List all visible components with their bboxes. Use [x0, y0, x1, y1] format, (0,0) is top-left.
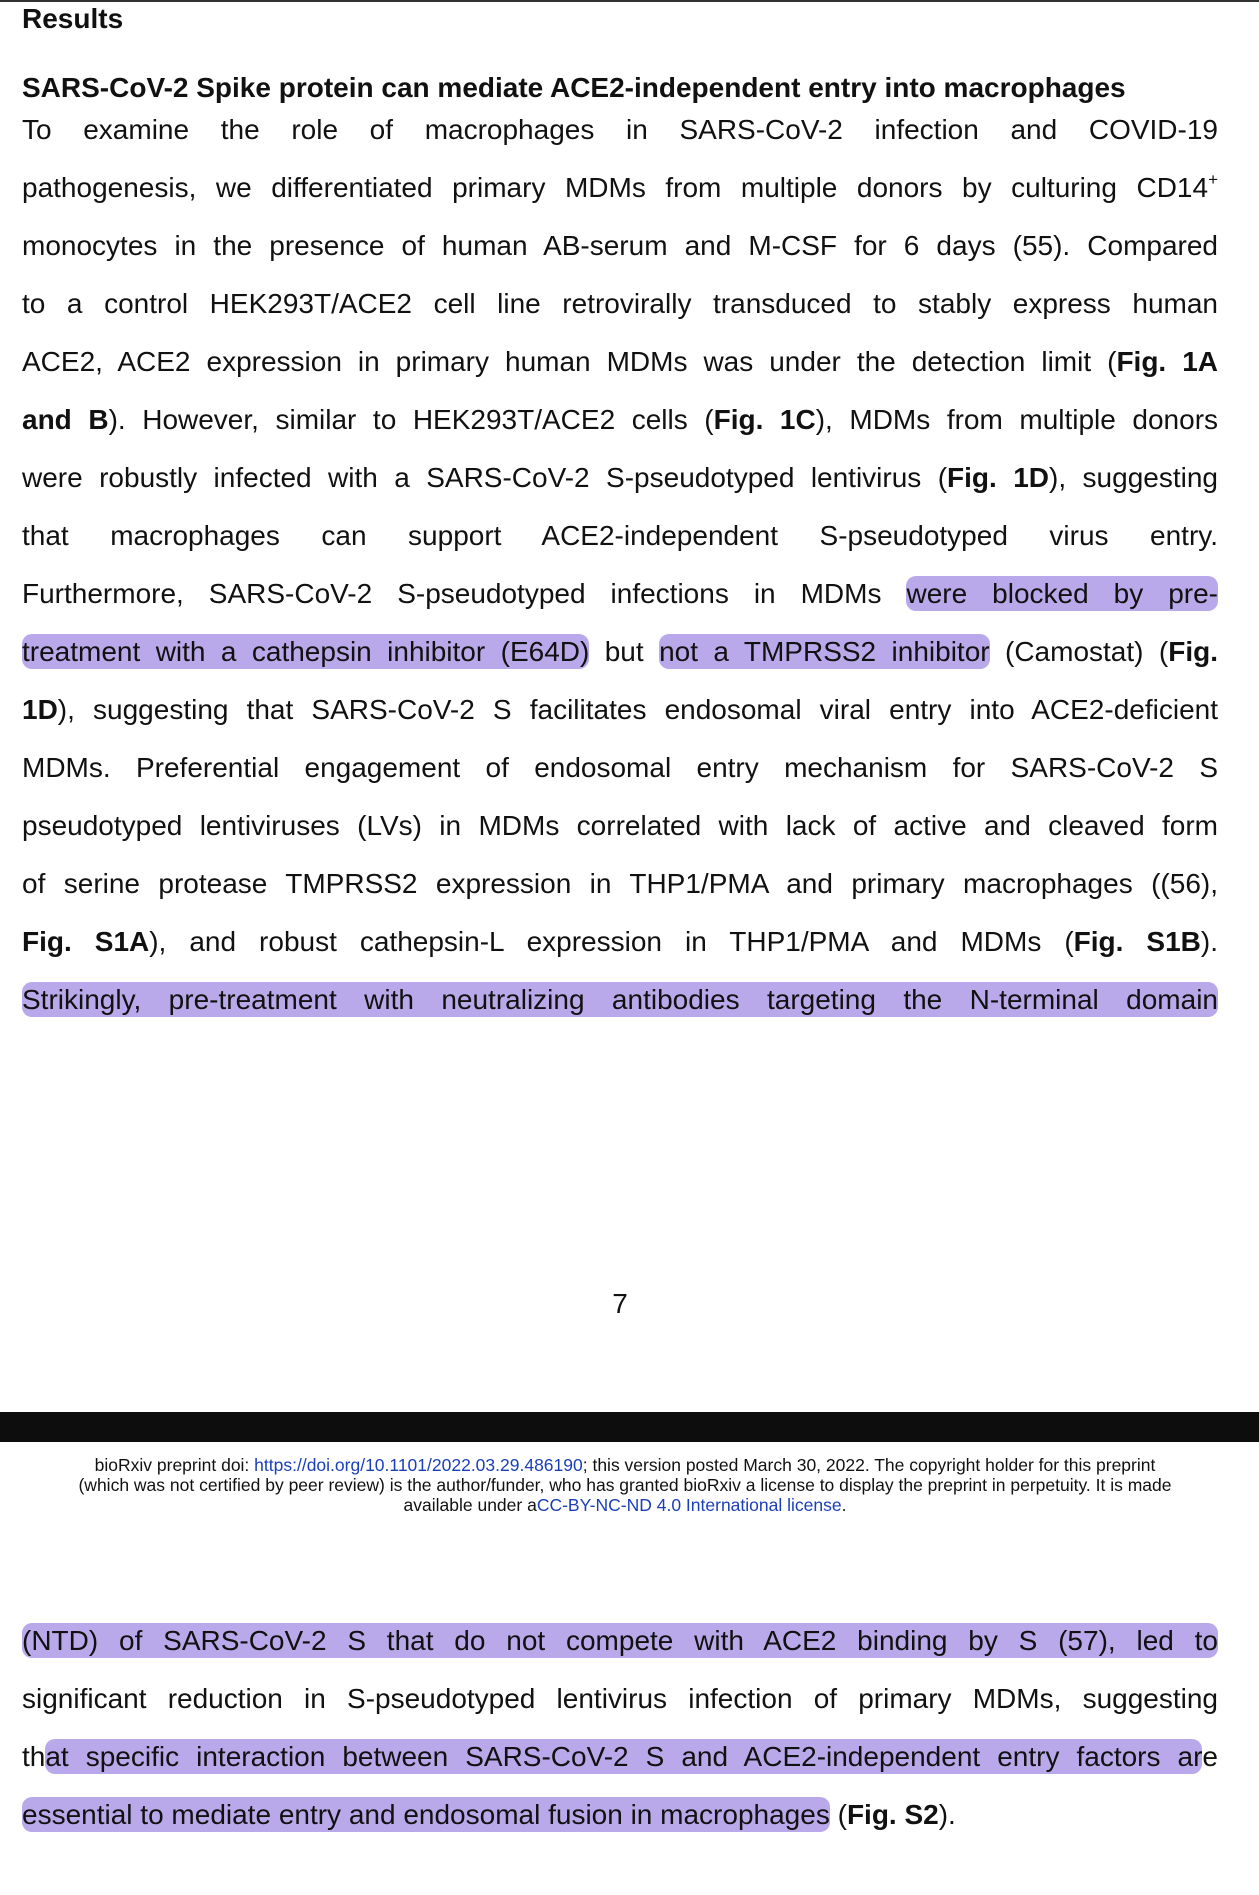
page-top-rule	[0, 0, 1259, 2]
figure-reference: Fig. 1A	[1116, 346, 1218, 377]
figure-reference: Fig.	[1168, 636, 1218, 667]
highlighted-text: at specific interaction between SARS-CoV-2 S and ACE2-independent entry factors ar	[45, 1741, 1203, 1772]
page-number: 7	[612, 1288, 628, 1319]
figure-reference: Fig. 1D	[947, 462, 1050, 493]
highlighted-text: essential to mediate entry and endosomal fusion in macrophages	[22, 1799, 830, 1830]
text-line: ACE2, ACE2 expression in primary human MDMs was under the detection limit (Fig. 1A	[22, 346, 1218, 377]
text-line	[22, 980, 1218, 1020]
text-line: pseudotyped lentiviruses (LVs) in MDMs correlated with lack of active and cleaved form	[22, 810, 1218, 841]
text-line: essential to mediate entry and endosomal fusion in macrophages (Fig. S2).	[22, 1799, 956, 1830]
text-line: to a control HEK293T/ACE2 cell line retrovirally transduced to stably express human	[22, 288, 1218, 319]
text-line: significant reduction in S-pseudotyped lentivirus infection of primary MDMs, suggesting	[22, 1683, 1218, 1714]
superscript: +	[1208, 170, 1218, 189]
figure-reference: Fig. S1B	[1073, 926, 1201, 957]
section-title: SARS-CoV-2 Spike protein can mediate ACE2-independent entry into macrophages	[22, 72, 1126, 103]
text-line: Furthermore, SARS-CoV-2 S-pseudotyped infections in MDMs were blocked by pre-	[22, 578, 1219, 609]
text-line: Fig. S1A), and robust cathepsin-L expression in THP1/PMA and MDMs (Fig. S1B).	[22, 926, 1218, 957]
text-line: monocytes in the presence of human AB-serum and M-CSF for 6 days (55). Compared	[22, 230, 1218, 261]
text-line: of serine protease TMPRSS2 expression in THP1/PMA and primary macrophages ((56),	[22, 868, 1218, 899]
figure-reference: Fig. S1A	[22, 926, 150, 957]
biorxiv-preprint-notice: bioRxiv preprint doi: https://doi.org/10.1101/2022.03.29.486190; this version posted March 30, 2022. The copyright holder for this preprint (which was not certified by peer review) is the author/funder, who has granted bioRxiv a license to display the preprint in perpetuity. It is made available under aCC-BY-NC-ND 4.0 International license.	[78, 1455, 1172, 1515]
text-line: were robustly infected with a SARS-CoV-2 S-pseudotyped lentivirus (Fig. 1D), suggesting	[22, 462, 1218, 493]
page-break-band	[0, 1412, 1259, 1442]
highlighted-text: not a TMPRSS2 inhibitor	[659, 636, 990, 667]
results-heading: Results	[22, 3, 124, 34]
figure-reference: Fig. S2	[846, 1799, 939, 1830]
text-line: treatment with a cathepsin inhibitor (E64D) but not a TMPRSS2 inhibitor (Camostat) (Fig.	[22, 636, 1218, 667]
text-line	[22, 1621, 1218, 1661]
text-line: that specific interaction between SARS-CoV-2 S and ACE2-independent entry factors are	[22, 1741, 1218, 1772]
doi-link[interactable]: https://doi.org/10.1101/2022.03.29.486190	[254, 1455, 583, 1475]
figure-reference: 1D	[22, 694, 58, 725]
figure-reference: Fig. 1C	[713, 404, 816, 435]
text-line: pathogenesis, we differentiated primary MDMs from multiple donors by culturing CD14+	[22, 170, 1218, 203]
license-link[interactable]: CC-BY-NC-ND 4.0 International license	[536, 1495, 842, 1515]
text-line: and B). However, similar to HEK293T/ACE2 cells (Fig. 1C), MDMs from multiple donors	[22, 404, 1219, 435]
text-line: that macrophages can support ACE2-independent S-pseudotyped virus entry.	[22, 520, 1218, 551]
text-line: MDMs. Preferential engagement of endosomal entry mechanism for SARS-CoV-2 S	[22, 752, 1218, 783]
highlighted-text: (NTD) of SARS-CoV-2 S that do not compete with ACE2 binding by S (57), led to	[22, 1625, 1218, 1656]
highlighted-text: were blocked by pre-	[906, 578, 1219, 609]
text-line: To examine the role of macrophages in SARS-CoV-2 infection and COVID-19	[22, 114, 1218, 145]
text-line: 1D), suggesting that SARS-CoV-2 S facilitates endosomal viral entry into ACE2-deficient	[22, 694, 1218, 725]
highlighted-text: Strikingly, pre-treatment with neutralizing antibodies targeting the N-terminal domain	[22, 984, 1218, 1015]
figure-reference: and B	[22, 404, 109, 435]
highlighted-text: treatment with a cathepsin inhibitor (E64D)	[22, 636, 590, 667]
